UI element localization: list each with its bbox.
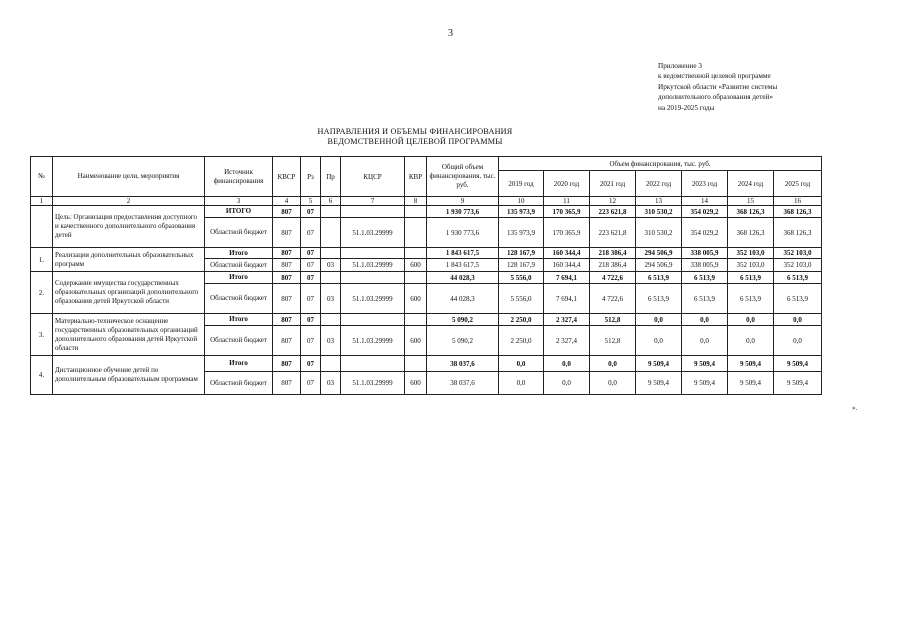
kcsr-code: [341, 248, 405, 259]
activity-name: Реализация дополнительных образовательных программ: [53, 248, 205, 272]
kcsr-code: 51.1.03.29999: [341, 218, 405, 248]
column-number: 13: [636, 197, 682, 206]
column-number: 9: [427, 197, 499, 206]
year-amount: 6 513,9: [682, 272, 728, 284]
year-amount: 160 344,4: [544, 248, 590, 259]
year-amount: 368 126,3: [728, 206, 774, 218]
total-amount: 5 090,2: [427, 326, 499, 356]
row-number: 3.: [31, 314, 53, 356]
pr-code: 03: [321, 372, 341, 395]
rz-code: 07: [301, 218, 321, 248]
appendix-line: к ведомственной целевой программе: [658, 72, 771, 81]
year-amount: 135 973,9: [499, 206, 544, 218]
year-amount: 294 506,9: [636, 259, 682, 272]
year-amount: 338 005,9: [682, 248, 728, 259]
funding-source: Итого: [205, 314, 273, 326]
header-rz: Рз: [301, 157, 321, 197]
column-number: 8: [405, 197, 427, 206]
year-amount: 294 506,9: [636, 248, 682, 259]
rz-code: 07: [301, 259, 321, 272]
column-number: 4: [273, 197, 301, 206]
year-amount: 128 167,9: [499, 248, 544, 259]
year-amount: 0,0: [499, 356, 544, 372]
year-amount: 0,0: [636, 314, 682, 326]
kvr-code: 600: [405, 259, 427, 272]
year-amount: 352 103,0: [728, 259, 774, 272]
header-total: Общий объем финансирования, тыс. руб.: [427, 157, 499, 197]
rz-code: 07: [301, 248, 321, 259]
header-row: [31, 157, 822, 171]
table-row: [31, 272, 822, 284]
column-number-row: [31, 197, 822, 206]
kcsr-code: 51.1.03.29999: [341, 284, 405, 314]
year-amount: 310 530,2: [636, 218, 682, 248]
kcsr-code: [341, 314, 405, 326]
pr-code: [321, 356, 341, 372]
kvr-code: [405, 356, 427, 372]
kvsr-code: 807: [273, 326, 301, 356]
year-amount: 0,0: [774, 326, 822, 356]
year-amount: 5 556,0: [499, 284, 544, 314]
year-amount: 354 029,2: [682, 206, 728, 218]
funding-source: Итого: [205, 248, 273, 259]
header-pr: Пр: [321, 157, 341, 197]
funding-source: Областной бюджет: [205, 259, 273, 272]
kvr-code: 600: [405, 326, 427, 356]
year-amount: 2 327,4: [544, 326, 590, 356]
title-line-1: НАПРАВЛЕНИЯ И ОБЪЕМЫ ФИНАНСИРОВАНИЯ: [317, 127, 513, 136]
pr-code: [321, 248, 341, 259]
year-amount: 4 722,6: [590, 284, 636, 314]
total-amount: 38 037,6: [427, 372, 499, 395]
year-amount: 6 513,9: [636, 284, 682, 314]
kcsr-code: 51.1.03.29999: [341, 372, 405, 395]
column-number: 10: [499, 197, 544, 206]
rz-code: 07: [301, 284, 321, 314]
year-amount: 352 103,0: [774, 248, 822, 259]
total-amount: 1 843 617,5: [427, 259, 499, 272]
column-number: 6: [321, 197, 341, 206]
kvr-code: [405, 272, 427, 284]
header-year: 2021 год: [590, 171, 636, 197]
year-amount: 9 509,4: [636, 356, 682, 372]
year-amount: 9 509,4: [728, 356, 774, 372]
table-row: [31, 356, 822, 372]
year-amount: 9 509,4: [774, 372, 822, 395]
year-amount: 512,8: [590, 326, 636, 356]
rz-code: 07: [301, 206, 321, 218]
year-amount: 7 694,1: [544, 284, 590, 314]
document-title: [0, 127, 830, 147]
year-amount: 223 621,8: [590, 218, 636, 248]
header-year: 2022 год: [636, 171, 682, 197]
column-number: 3: [205, 197, 273, 206]
year-amount: 310 530,2: [636, 206, 682, 218]
kcsr-code: [341, 272, 405, 284]
total-amount: 1 843 617,5: [427, 248, 499, 259]
total-amount: 1 930 773,6: [427, 206, 499, 218]
kvsr-code: 807: [273, 314, 301, 326]
year-amount: 368 126,3: [774, 218, 822, 248]
kcsr-code: 51.1.03.29999: [341, 259, 405, 272]
title-line-2: ВЕДОМСТВЕННОЙ ЦЕЛЕВОЙ ПРОГРАММЫ: [327, 137, 503, 146]
year-amount: 6 513,9: [774, 272, 822, 284]
funding-source: Итого: [205, 356, 273, 372]
funding-source: Областной бюджет: [205, 218, 273, 248]
activity-name: Содержание имущества государственных образовательных организаций дополнительного образования детей Иркутской области: [53, 272, 205, 314]
funding-source: ИТОГО: [205, 206, 273, 218]
row-number: [31, 206, 53, 248]
table-row: [31, 248, 822, 259]
header-year: 2019 год: [499, 171, 544, 197]
year-amount: 6 513,9: [682, 284, 728, 314]
pr-code: 03: [321, 284, 341, 314]
kvr-code: 600: [405, 372, 427, 395]
column-number: 2: [53, 197, 205, 206]
header-year: 2025 год: [774, 171, 822, 197]
year-amount: 223 621,8: [590, 206, 636, 218]
header-kvsr: КВСР: [273, 157, 301, 197]
closing-quote-mark: ».: [852, 404, 858, 412]
appendix-line: Приложение 3: [658, 62, 702, 70]
year-amount: 128 167,9: [499, 259, 544, 272]
kvsr-code: 807: [273, 356, 301, 372]
header-kcsr: КЦСР: [341, 157, 405, 197]
kcsr-code: [341, 356, 405, 372]
rz-code: 07: [301, 372, 321, 395]
year-amount: 338 005,9: [682, 259, 728, 272]
table-row: [31, 314, 822, 326]
column-number: 11: [544, 197, 590, 206]
year-amount: 352 103,0: [774, 259, 822, 272]
year-amount: 6 513,9: [636, 272, 682, 284]
header-source: Источник финансирования: [205, 157, 273, 197]
pr-code: [321, 206, 341, 218]
year-amount: 9 509,4: [774, 356, 822, 372]
year-amount: 218 386,4: [590, 259, 636, 272]
kvr-code: 600: [405, 284, 427, 314]
kcsr-code: [341, 206, 405, 218]
total-amount: 38 037,6: [427, 356, 499, 372]
appendix-line: Иркутской области «Развитие системы: [658, 82, 778, 91]
column-number: 5: [301, 197, 321, 206]
year-amount: 0,0: [544, 356, 590, 372]
kvsr-code: 807: [273, 284, 301, 314]
total-amount: 44 028,3: [427, 272, 499, 284]
header-volume: Объем финансирования, тыс. руб.: [499, 157, 822, 171]
year-amount: 0,0: [590, 356, 636, 372]
row-number: 2.: [31, 272, 53, 314]
pr-code: 03: [321, 326, 341, 356]
year-amount: 9 509,4: [636, 372, 682, 395]
kvsr-code: 807: [273, 259, 301, 272]
year-amount: 0,0: [682, 326, 728, 356]
kvr-code: [405, 218, 427, 248]
column-number: 7: [341, 197, 405, 206]
activity-name: Дистанционное обучение детей по дополнительным образовательным программам: [53, 356, 205, 395]
year-amount: 368 126,3: [728, 218, 774, 248]
year-amount: 6 513,9: [774, 284, 822, 314]
funding-source: Итого: [205, 272, 273, 284]
pr-code: [321, 218, 341, 248]
rz-code: 07: [301, 314, 321, 326]
year-amount: 0,0: [499, 372, 544, 395]
year-amount: 6 513,9: [728, 272, 774, 284]
appendix-note: [658, 61, 777, 113]
rz-code: 07: [301, 272, 321, 284]
year-amount: 170 365,9: [544, 218, 590, 248]
activity-name: Материально-техническое оснащение государственных образовательных организаций дополнительного образования детей Иркутской области: [53, 314, 205, 356]
column-number: 15: [728, 197, 774, 206]
kvr-code: [405, 314, 427, 326]
funding-source: Областной бюджет: [205, 372, 273, 395]
kvsr-code: 807: [273, 218, 301, 248]
year-amount: 9 509,4: [728, 372, 774, 395]
year-amount: 0,0: [544, 372, 590, 395]
kcsr-code: 51.1.03.29999: [341, 326, 405, 356]
year-amount: 2 250,0: [499, 326, 544, 356]
activity-name: Цель: Организация предоставления доступного и качественного дополнительного образования детей: [53, 206, 205, 248]
table-row: [31, 206, 822, 218]
header-kvr: КВР: [405, 157, 427, 197]
column-number: 16: [774, 197, 822, 206]
pr-code: [321, 272, 341, 284]
header-year: 2023 год: [682, 171, 728, 197]
year-amount: 218 386,4: [590, 248, 636, 259]
kvr-code: [405, 206, 427, 218]
year-amount: 0,0: [636, 326, 682, 356]
column-number: 12: [590, 197, 636, 206]
kvsr-code: 807: [273, 372, 301, 395]
year-amount: 7 694,1: [544, 272, 590, 284]
column-number: 1: [31, 197, 53, 206]
kvr-code: [405, 248, 427, 259]
year-amount: 6 513,9: [728, 284, 774, 314]
year-amount: 2 250,0: [499, 314, 544, 326]
funding-source: Областной бюджет: [205, 326, 273, 356]
total-amount: 1 930 773,6: [427, 218, 499, 248]
total-amount: 5 090,2: [427, 314, 499, 326]
year-amount: 512,8: [590, 314, 636, 326]
page-number: 3: [448, 28, 453, 39]
header-name: Наименование цели, мероприятия: [53, 157, 205, 197]
kvsr-code: 807: [273, 272, 301, 284]
year-amount: 9 509,4: [682, 372, 728, 395]
year-amount: 352 103,0: [728, 248, 774, 259]
appendix-line: дополнительного образования детей»: [658, 93, 773, 102]
column-number: 14: [682, 197, 728, 206]
pr-code: 03: [321, 259, 341, 272]
total-amount: 44 028,3: [427, 284, 499, 314]
year-amount: 9 509,4: [682, 356, 728, 372]
rz-code: 07: [301, 326, 321, 356]
rz-code: 07: [301, 356, 321, 372]
row-number: 1.: [31, 248, 53, 272]
year-amount: 354 029,2: [682, 218, 728, 248]
year-amount: 0,0: [774, 314, 822, 326]
funding-source: Областной бюджет: [205, 284, 273, 314]
pr-code: [321, 314, 341, 326]
year-amount: 368 126,3: [774, 206, 822, 218]
row-number: 4.: [31, 356, 53, 395]
year-amount: 5 556,0: [499, 272, 544, 284]
year-amount: 4 722,6: [590, 272, 636, 284]
header-year: 2024 год: [728, 171, 774, 197]
year-amount: 0,0: [728, 326, 774, 356]
header-num: №: [31, 157, 53, 197]
kvsr-code: 807: [273, 248, 301, 259]
header-year: 2020 год: [544, 171, 590, 197]
appendix-line: на 2019-2025 годы: [658, 103, 715, 112]
year-amount: 160 344,4: [544, 259, 590, 272]
year-amount: 0,0: [682, 314, 728, 326]
year-amount: 0,0: [728, 314, 774, 326]
year-amount: 0,0: [590, 372, 636, 395]
kvsr-code: 807: [273, 206, 301, 218]
year-amount: 170 365,9: [544, 206, 590, 218]
year-amount: 135 973,9: [499, 218, 544, 248]
financing-table: [30, 156, 822, 395]
year-amount: 2 327,4: [544, 314, 590, 326]
